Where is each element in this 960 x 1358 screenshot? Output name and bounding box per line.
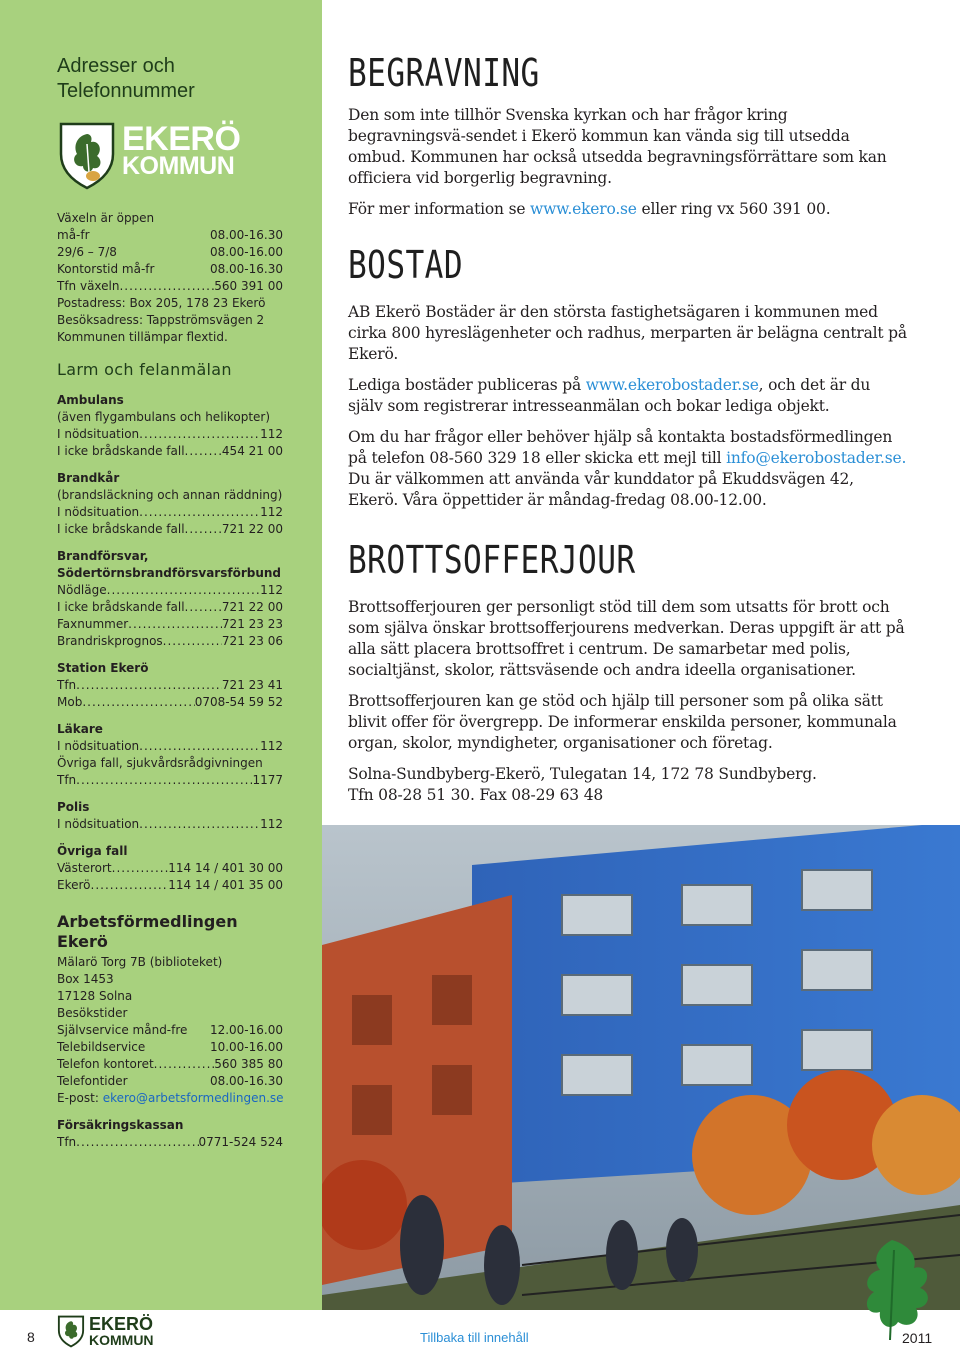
ekero-shield-icon	[57, 1314, 85, 1348]
larm-heading: Larm och felanmälan	[57, 360, 232, 379]
logo-line2: KOMMUN	[122, 152, 235, 180]
lakare-row: I nödsituation ..... 112	[57, 738, 283, 755]
ovriga-heading: Övriga fall	[57, 844, 128, 858]
af-kontor-row: Telefon kontoret ..... 560 385 80	[57, 1056, 283, 1073]
vaxel-tfn-row: Tfn växeln ..... 560 391 00	[57, 278, 283, 295]
forsakringskassan-heading: Försäkringskassan	[57, 1118, 184, 1132]
brandforsvar-heading-2: Södertörnsbrandförsvarsförbund	[57, 566, 282, 580]
sidebar-panel	[0, 0, 322, 1310]
ekero-shield-icon	[57, 120, 117, 190]
arbetsformedlingen-heading: Arbetsförmedlingen Ekerö	[57, 912, 238, 951]
postadress: Postadress: Box 205, 178 23 Ekerö	[57, 296, 266, 310]
bostad-kontakt: Om du har frågor eller behöver hjälp så kontakta bostadsförmedlingen på telefon 08-560 329 18 eller skicka ett mejl till info@ekerobostader.se. Du är välkommen att använda vår kunddator på Ekuddsvägen 42, Ekerö. Våra öppettider är måndag-fredag 08.00-12.00.	[348, 428, 907, 509]
brottsofferjour-heading: BROTTSOFFERJOUR	[348, 538, 636, 582]
begravning-heading: BEGRAVNING	[348, 51, 540, 95]
ekero-link[interactable]: www.ekero.se	[530, 200, 637, 218]
bostad-heading: BOSTAD	[348, 243, 464, 287]
begravning-info: För mer information se www.ekero.se eller ring vx 560 391 00.	[348, 200, 831, 218]
footer-logo	[57, 1314, 167, 1354]
page-number: 8	[27, 1329, 35, 1345]
brandkar-sub: (brandsläckning och annan räddning)	[57, 488, 283, 502]
begravning-paragraph: Den som inte tillhör Svenska kyrkan och har frågor kring begravningsvä-sendet i Ekerö kommun kan vända sig till utsedda ombud. Kommunen har också utsedda begravningsförrättare som kan officiera vid borgerlig begravning.	[348, 106, 887, 187]
bostad-lediga: Lediga bostäder publiceras på www.ekerobostader.se, och det är du själv som registrerar intresseanmälan och bokar lediga objekt.	[348, 376, 871, 415]
besoksadress: Besöksadress: Tappströmsvägen 2	[57, 313, 265, 327]
brandforsvar-row: I icke brådskande fall ..... 721 22 00	[57, 599, 283, 616]
ekerobostader-link[interactable]: www.ekerobostader.se	[585, 376, 759, 394]
af-email-link[interactable]: ekero@arbetsformedlingen.se	[102, 1091, 284, 1105]
brandforsvar-row: Faxnummer ..... 721 23 23	[57, 616, 283, 633]
sidebar-contact-list	[57, 210, 283, 1151]
station-heading: Station Ekerö	[57, 661, 149, 675]
af-row: Telebildservice 10.00-16.00	[57, 1040, 283, 1054]
brandkar-heading: Brandkår	[57, 471, 120, 485]
af-row: Självservice månd-fre 12.00-16.00	[57, 1023, 283, 1037]
brandkar-row: I icke brådskande fall ..... 721 22 00	[57, 521, 283, 538]
logo-line1: EKERÖ	[122, 120, 241, 158]
vaxel-row: 29/6 – 7/8 08.00-16.00	[57, 245, 283, 259]
station-row: Mob ..... 0708-54 59 52	[57, 694, 283, 711]
ovriga-row: Västerort ..... 114 14 / 401 30 00	[57, 860, 283, 877]
polis-row: I nödsituation ..... 112	[57, 816, 283, 833]
back-to-contents-link[interactable]: Tillbaka till innehåll	[420, 1330, 529, 1345]
ambulans-heading: Ambulans	[57, 393, 124, 407]
page-footer	[0, 1310, 960, 1358]
brandkar-row: I nödsituation ..... 112	[57, 504, 283, 521]
ambulans-sub: (även flygambulans och helikopter)	[57, 410, 271, 424]
brottsoffer-paragraph-2: Brottsofferjouren kan ge stöd och hjälp till personer som på olika sätt blivit offer för övergrepp. De informerar enskilda personer, kommunala organ, skolor, myndigheter, organisationer och företag.	[348, 692, 897, 752]
lakare-row: Tfn ..... 1177	[57, 772, 283, 789]
vaxel-row: Kontorstid må-fr 08.00-16.30	[57, 262, 283, 276]
af-address: Mälarö Torg 7B (biblioteket)	[57, 955, 223, 969]
brandforsvar-heading: Brandförsvar,	[57, 549, 149, 563]
ambulans-row: I icke brådskande fall ..... 454 21 00	[57, 443, 283, 460]
brottsoffer-paragraph-1: Brottsofferjouren ger personligt stöd till dem som utsatts för brott och som själva önskar brottsofferjourens medverkan. Deras uppgift är att på alla sätt placera brottsoffret i centrum. De samarbetar med polis, socialtjänst, skolor, rättsväsende och andra ideella organisationer.	[348, 598, 905, 679]
vaxel-heading: Växeln är öppen	[57, 211, 155, 225]
bostad-paragraph: AB Ekerö Bostäder är den största fastighetsägaren i kommunen med cirka 800 hyreslägenheter och radhus, merparten är belägna centralt på Ekerö.	[348, 303, 907, 363]
ovriga-row: Ekerö ..... 114 14 / 401 35 00	[57, 877, 283, 894]
main-content	[348, 50, 908, 806]
station-row: Tfn ..... 721 23 41	[57, 677, 283, 694]
vaxel-row: må-fr 08.00-16.30	[57, 228, 283, 242]
brottsoffer-address: Solna-Sundbyberg-Ekerö, Tulegatan 14, 172 78 Sundbyberg. Tfn 08-28 51 30. Fax 08-29 63 48	[348, 765, 817, 804]
sidebar-title: Adresser och Telefonnummer	[57, 55, 195, 102]
brandforsvar-row: Nödläge ..... 112	[57, 582, 283, 599]
af-besokstider: Besökstider	[57, 1006, 128, 1020]
footer-year: 2011	[902, 1330, 933, 1346]
ambulans-row: I nödsituation ..... 112	[57, 426, 283, 443]
forsakringskassan-row: Tfn ..... 0771-524 524	[57, 1134, 283, 1151]
af-telefontider-row: Telefontider 08.00-16.30	[57, 1074, 283, 1088]
af-box: Box 1453	[57, 972, 114, 986]
lakare-sub: Övriga fall, sjukvårdsrådgivningen	[57, 756, 263, 770]
logo-wordmark	[122, 122, 240, 179]
af-epost: E-post: ekero@arbetsformedlingen.se	[57, 1091, 284, 1105]
brandforsvar-row: Brandriskprognos ..... 721 23 06	[57, 633, 283, 650]
lakare-heading: Läkare	[57, 722, 103, 736]
ekero-kommun-logo	[57, 120, 257, 190]
af-postal: 17128 Solna	[57, 989, 133, 1003]
footer-logo-wordmark: EKERÖ KOMMUN	[89, 1314, 154, 1348]
bostad-email-link[interactable]: info@ekerobostader.se.	[726, 449, 907, 467]
flextid-note: Kommunen tillämpar flextid.	[57, 330, 228, 344]
polis-heading: Polis	[57, 800, 90, 814]
